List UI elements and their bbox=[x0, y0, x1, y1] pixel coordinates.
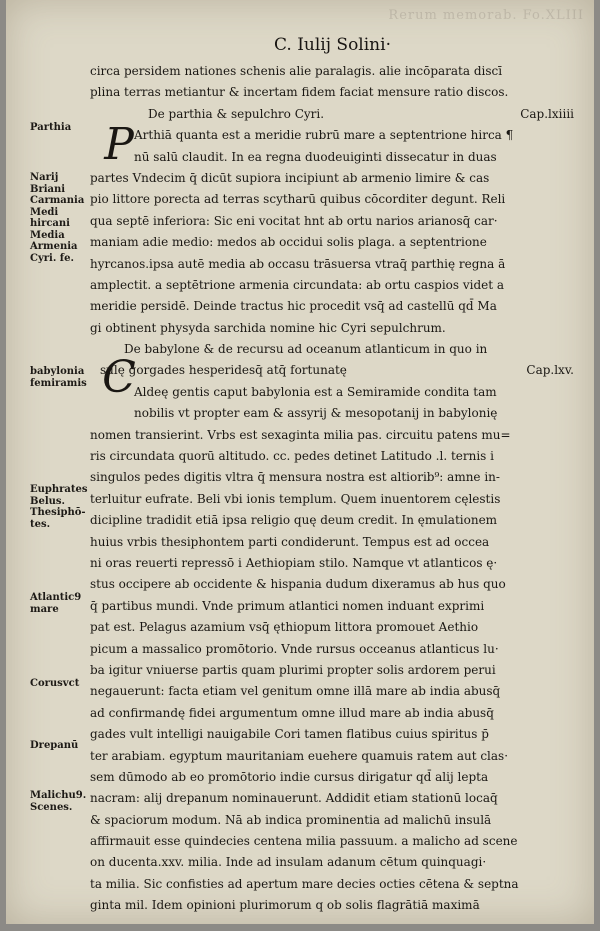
margin-note-line: Media bbox=[30, 229, 65, 241]
margin-note-line: Medi bbox=[30, 206, 59, 218]
text-line: circa persidem nationes schenis alie paralagis. alie incōparata discī bbox=[90, 64, 503, 78]
margin-note-line: Corusvct bbox=[30, 678, 80, 689]
margin-note-line: tes. bbox=[30, 518, 51, 530]
text-line bbox=[90, 104, 580, 125]
text-line: affirmauit esse quindecies centena milia passuum. a malicho ad scene bbox=[90, 834, 518, 849]
text-line: q̄ partibus mundi. Vnde primum atlantici nomen induant exprimi bbox=[90, 598, 485, 613]
text-line: maniam adie medio: medos ab occidui solis plaga. a septentrione bbox=[90, 235, 487, 250]
margin-note-line: femiramis bbox=[30, 377, 87, 389]
text-line: amplectit. a septētrione armenia circundata: ab ortu caspios videt a bbox=[90, 277, 505, 292]
text-line: De babylone & de recursu ad oceanum atlanticum in quo in bbox=[124, 342, 488, 357]
bleed-through-text: Rerum memorab. Fo.XLIII bbox=[388, 8, 584, 23]
main-text bbox=[90, 61, 580, 917]
margin-note-line: Briani bbox=[30, 183, 66, 195]
text-line: ginta mil. Idem opinioni plurimorum q ob solis flagrātiā maximā bbox=[90, 898, 480, 913]
margin-note-line: Narij bbox=[30, 172, 59, 183]
margin-note-line: hircani bbox=[30, 218, 70, 229]
margin-note-line: Atlantic9 bbox=[30, 592, 82, 603]
margin-note-group1 bbox=[30, 172, 84, 264]
text-line: dicipline tradidit etiā ipsa religio quę deum credit. In ęmulationem bbox=[90, 513, 498, 528]
text-line: huius vrbis thesiphontem parti condiderunt. Tempus est ad occea bbox=[90, 534, 490, 549]
text-line: nobilis vt propter eam & assyrij & mesopotanij in babylonię bbox=[134, 406, 498, 421]
text-line: gades vult intelligi nauigabile Cori tamen flatibus cuius spiritus p̄ bbox=[90, 727, 489, 742]
text-line: ris circundata quorū altitudo. cc. pedes detinet Latitudo .l. ternis i bbox=[90, 449, 494, 464]
margin-note-atlanticus bbox=[30, 592, 81, 615]
margin-note-line: babylonia bbox=[30, 366, 85, 377]
margin-note-coruscator bbox=[30, 678, 79, 690]
text-line bbox=[90, 360, 580, 381]
text-line: ni oras reuerti repressō i Aethiopiam stilo. Namque vt atlanticos ę· bbox=[90, 555, 498, 570]
margin-note-line: Armenia bbox=[30, 241, 78, 252]
text-line: ad confirmandę fidei argumentum omne illud mare ab india abusq̄ bbox=[90, 705, 494, 720]
margin-note-line: mare bbox=[30, 603, 59, 615]
text-line: stus occipere ab occidente & hispania dudum dixeramus ab hus quo bbox=[90, 577, 506, 592]
margin-note-line: Cyri. fe. bbox=[30, 252, 74, 264]
text-line: hyrcanos.ipsa autē media ab occasu trāsuersa vtraq̄ parthię regna ā bbox=[90, 256, 506, 271]
margin-note-euphrates bbox=[30, 484, 88, 530]
dropcap-c: C bbox=[102, 352, 136, 403]
margin-note-line: Drepanū bbox=[30, 740, 79, 751]
margin-note-line: Scenes. bbox=[30, 801, 73, 813]
text-line: meridie persidē. Deinde tractus hic procedit vsq̄ ad castellū qd̄ Ma bbox=[90, 299, 497, 314]
text-line: terluitur eufrate. Beli vbi ionis templum. Quem inuentorem cęlestis bbox=[90, 491, 501, 506]
margin-note-line: Carmania bbox=[30, 195, 85, 206]
text-line: nacram: alij drepanum nominauerunt. Addidit etiam stationū locaq̄ bbox=[90, 791, 498, 806]
dropcap-p: P bbox=[104, 119, 134, 170]
chapter-heading: De parthia & sepulchro Cyri. bbox=[148, 106, 325, 121]
margin-note-line: Parthia bbox=[30, 122, 72, 133]
text-line: ter arabiam. egyptum mauritaniam euehere quamuis ratem aut clas· bbox=[90, 748, 509, 763]
text-line: ta milia. Sic confisties ad apertum mare decies octies cētena & septna bbox=[90, 876, 519, 891]
margin-note-drepanis bbox=[30, 740, 78, 752]
margin-note-line: Euphrates bbox=[30, 484, 88, 495]
text-line: negauerunt: facta etiam vel genitum omne illā mare ab india abusq̄ bbox=[90, 684, 501, 699]
text-line: partes Vndecim q̄ dicūt supiora incipiunt ab armenio limire & cas bbox=[90, 170, 490, 185]
margin-note-babylonia bbox=[30, 366, 87, 389]
text-line: qua septē inferiora: Sic eni vocitat hnt ab ortu narios arianosq̄ car· bbox=[90, 213, 498, 228]
running-head: C. Iulij Solini· bbox=[274, 35, 391, 55]
chapter-number: Cap.lxv. bbox=[526, 363, 574, 378]
text-line: nomen transierint. Vrbs est sexaginta milia pas. circuitu patens mu= bbox=[90, 427, 511, 442]
margin-note-line: Belus. bbox=[30, 495, 65, 507]
text-line: & spaciorum modum. Nā ab indica prominentia ad malichū insulā bbox=[90, 812, 492, 827]
text-line: sem dūmodo ab eo promōtorio indie cursus dirigatur qd̄ alij lepta bbox=[90, 769, 489, 784]
chapter-number: Cap.lxiiii bbox=[520, 106, 574, 121]
chapter-heading: sulę gorgades hesperidesq̄ atq̄ fortunatę bbox=[100, 363, 347, 378]
text-line: pio littore porecta ad terras scytharū quibus cōcorditer degunt. Reli bbox=[90, 192, 506, 207]
text-line: singulos pedes digitis vltra q̄ mensura nostra est altiorib⁹: amne in- bbox=[90, 470, 500, 485]
book-page bbox=[6, 0, 594, 924]
text-line: pat est. Pelagus azamium vsq̄ ęthiopum littora promouet Aethio bbox=[90, 620, 479, 635]
text-line: gi obtinent physyda sarchida nomine hic Cyri sepulchrum. bbox=[90, 320, 446, 335]
text-line: Arthiā quanta est a meridie rubrū mare a septentrione hirca ¶ bbox=[134, 128, 514, 143]
text-line: nū salū claudit. In ea regna duodeuiginti dissecatur in duas bbox=[134, 149, 497, 164]
text-line: ba igitur vniuerse partis quam plurimi propter solis ardorem perui bbox=[90, 662, 496, 677]
text-line: picum a massalico promōtorio. Vnde rursus occeanus atlanticus lu· bbox=[90, 641, 499, 656]
text-line: plina terras metiantur & incertam fidem faciat mensure ratio discos. bbox=[90, 85, 509, 100]
margin-note-line: Thesiphō- bbox=[30, 507, 86, 518]
text-line: on ducenta.xxv. milia. Inde ad insulam adanum cētum quinquagi· bbox=[90, 855, 487, 870]
margin-note-malichu bbox=[30, 790, 86, 813]
margin-note-line: Malichu9. bbox=[30, 790, 87, 801]
text-line: Aldeę gentis caput babylonia est a Semiramide condita tam bbox=[134, 384, 497, 399]
margin-note-parthia bbox=[30, 122, 71, 134]
